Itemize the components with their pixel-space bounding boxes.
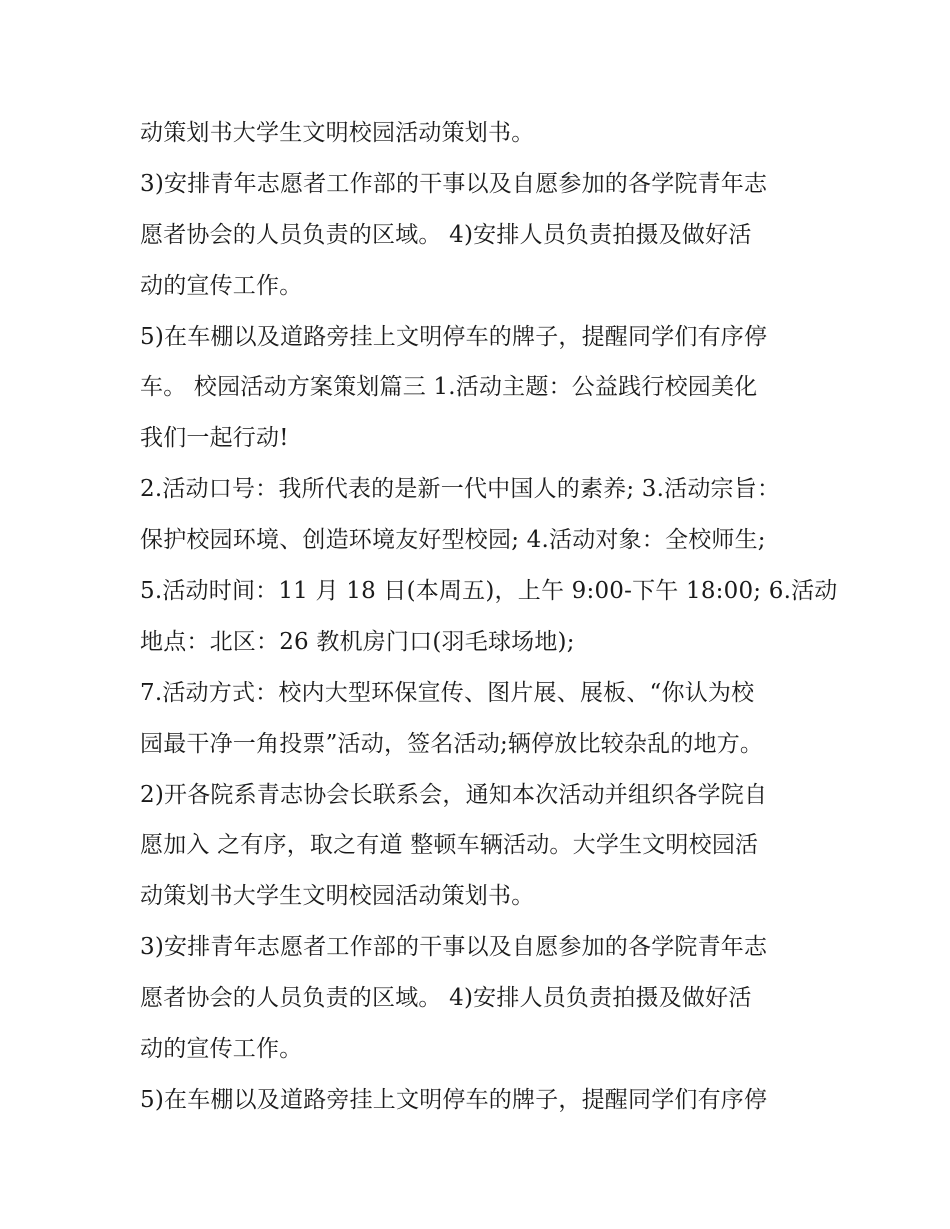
text-line: 地点：北区：26 教机房门口(羽毛球场地);	[140, 628, 575, 655]
document-body	[140, 108, 838, 1126]
text-line: 2)开各院系青志协会长联系会，通知本次活动并组织各学院自	[140, 781, 768, 808]
text-line: 动策划书大学生文明校园活动策划书。	[140, 883, 535, 910]
text-line: 愿者协会的人员负责的区域。 4)安排人员负责拍摄及做好活	[140, 221, 752, 248]
text-line: 车。 校园活动方案策划篇三 1.活动主题：公益践行校园美化	[140, 374, 758, 401]
text-line: 5)在车棚以及道路旁挂上文明停车的牌子，提醒同学们有序停	[140, 1086, 768, 1113]
text-line: 7.活动方式：校内大型环保宣传、图片展、展板、“你认为校	[140, 679, 755, 706]
text-line: 动的宣传工作。	[140, 272, 303, 299]
text-line: 我们一起行动!	[140, 425, 289, 452]
text-line: 愿加入 之有序，取之有道 整顿车辆活动。大学生文明校园活	[140, 832, 759, 859]
text-line: 3)安排青年志愿者工作部的干事以及自愿参加的各学院青年志	[140, 934, 768, 961]
text-line: 5)在车棚以及道路旁挂上文明停车的牌子，提醒同学们有序停	[140, 323, 768, 350]
text-line: 2.活动口号：我所代表的是新一代中国人的素养; 3.活动宗旨：	[140, 476, 781, 503]
text-line: 愿者协会的人员负责的区域。 4)安排人员负责拍摄及做好活	[140, 985, 752, 1012]
text-line: 动的宣传工作。	[140, 1036, 303, 1063]
text-line: 3)安排青年志愿者工作部的干事以及自愿参加的各学院青年志	[140, 170, 768, 197]
text-line: 园最干净一角投票”活动，签名活动;辆停放比较杂乱的地方。	[140, 730, 764, 757]
text-line: 5.活动时间：11 月 18 日(本周五)，上午 9:00-下午 18:00; 6.活动	[140, 578, 838, 605]
text-line: 动策划书大学生文明校园活动策划书。	[140, 120, 535, 146]
text-line: 保护校园环境、创造环境友好型校园; 4.活动对象：全校师生;	[140, 527, 766, 554]
